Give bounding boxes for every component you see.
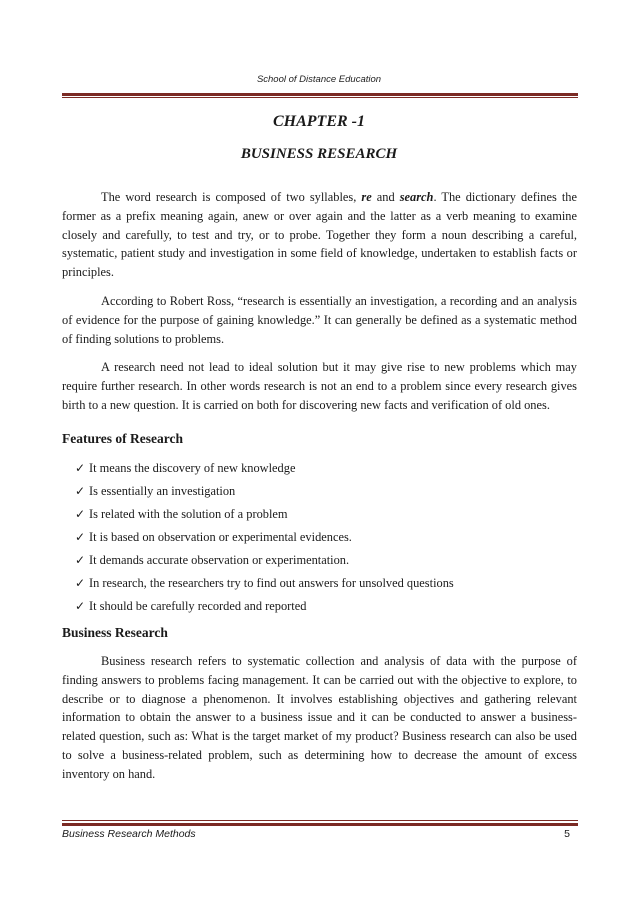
check-mark-icon: ✓ — [75, 530, 86, 544]
intro-section — [62, 188, 577, 415]
running-header: School of Distance Education — [256, 74, 382, 85]
check-mark-icon: ✓ — [75, 461, 86, 475]
list-item: ✓ Is essentially an investigation — [75, 480, 575, 503]
intro-paragraph-2: According to Robert Ross, “research is essentially an investigation, a recording and an analysis of evidence for the purpose of gaining knowledge.” It can generally be defined as a systematic method of finding solutions to problems. — [62, 293, 577, 346]
list-item: ✓ It demands accurate observation or experimentation. — [75, 549, 575, 572]
list-item: ✓ It should be carefully recorded and reported — [75, 595, 575, 618]
check-mark-icon: ✓ — [75, 599, 86, 613]
list-item: ✓ It is based on observation or experimental evidences. — [75, 526, 575, 549]
list-item: ✓ In research, the researchers try to find out answers for unsolved questions — [75, 572, 575, 595]
intro-paragraph-3: A research need not lead to ideal solution but it may give rise to new problems which may require further research. In other words research is not an end to a problem since every research gives birth to a new question. It is carried on both for discovering new facts and verification of old ones. — [62, 360, 577, 412]
footer-rule — [62, 823, 578, 826]
chapter-label: CHAPTER -1 — [272, 113, 365, 130]
intro-paragraph-1: The word research is composed of two syllables, re and search. The dictionary defines the former as a prefix meaning again, anew or over again and the latter as a verb meaning to examine closely and carefully, to test and try, or to probe. Together they form a noun describing a careful, systematic, patient study and investigation in some field of knowledge, undertaken to establish facts or principles. — [62, 190, 577, 280]
check-mark-icon: ✓ — [75, 507, 86, 521]
footer-course-title: Business Research Methods — [62, 828, 196, 840]
header-rule — [62, 93, 578, 96]
check-mark-icon: ✓ — [75, 576, 86, 590]
business-research-paragraph: Business research refers to systematic collection and analysis of data with the purpose of finding answers to problems facing management. It can be carried out with the objective to explore, to describe or to diagnose a phenomenon. It involves establishing objectives and gathering relevant information to obtain the answer to a business issue and it can be conducted to answer a business-related question, such as: What is the target market of my product? Business research can also be used to solve a business-related problem, such as determining how to decrease the amount of excess inventory on hand. — [62, 654, 577, 781]
check-mark-icon: ✓ — [75, 553, 86, 567]
features-list — [75, 457, 575, 618]
list-item: ✓ Is related with the solution of a problem — [75, 503, 575, 526]
header-rule-thin — [62, 97, 578, 98]
footer-rule-thin — [62, 820, 578, 821]
check-mark-icon: ✓ — [75, 484, 86, 498]
features-heading: Features of Research — [62, 431, 183, 446]
page-number: 5 — [564, 828, 570, 840]
chapter-title: BUSINESS RESEARCH — [240, 146, 398, 162]
list-item: ✓ It means the discovery of new knowledge — [75, 457, 575, 480]
business-research-section — [62, 652, 577, 784]
business-research-heading: Business Research — [62, 625, 168, 640]
